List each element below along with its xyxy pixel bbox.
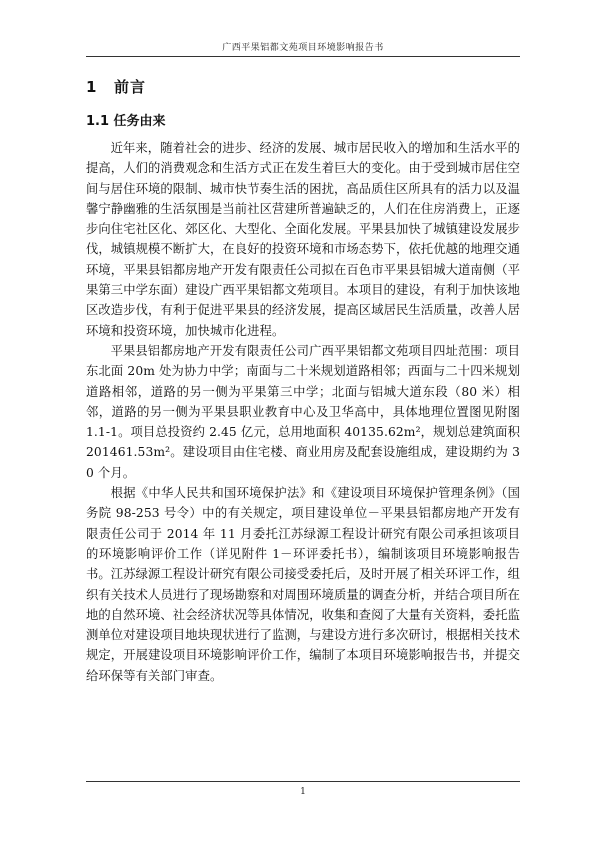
body-text [86, 138, 520, 686]
paragraph-background: 近年来，随着社会的进步、经济的发展、城市居民收入的增加和生活水平的提高，人们的消费观念和生活方式正在发生着巨大的变化。由于受到城市居住空间与居住环境的限制、城市快节奏生活的困扰，高品质住区所具有的活力以及温馨宁静幽雅的生活氛围是当前社区营建所普遍缺乏的，人们在住房消费上，正逐步向住宅社区化、郊区化、大型化、全面化发展。平果县加快了城镇建设发展步伐，城镇规模不断扩大，在良好的投资环境和市场态势下，依托优越的地理交通环境，平果县铝都房地产开发有限责任公司拟在百色市平果县铝城大道南侧（平果第三中学东面）建设广西平果铝都文苑项目。本项目的建设，有利于加快该地区改造步伐，有利于促进平果县的经济发展，提高区域居民生活质量，改善人居环境和投资环境，加快城市化进程。 [86, 141, 520, 338]
footer-divider [86, 781, 520, 782]
running-header: 广西平果铝都文苑项目环境影响报告书 [222, 43, 384, 53]
paragraph-project-scope: 平果县铝都房地产开发有限责任公司广西平果铝都文苑项目四址范围：项目东北面 20m 处为协力中学；南面与二十米规划道路相邻；西面与二十四米规划道路相邻，道路的另一侧为平果第三中学；北面与铝城大道东段（80 米）相邻，道路的另一侧为平果县职业教育中心及卫华高中，具体地理位置图见附图 1.1-1。项目总投资约 2.45 亿元，总用地面积 40135.62m²，规划总建筑面积 201461.53m²。建设项目由住宅楼、商业用房及配套设施组成，建设期约为 30 个月。 [86, 343, 520, 480]
header-divider [86, 56, 520, 57]
chapter-heading [86, 76, 146, 97]
paragraph-legal-basis: 根据《中华人民共和国环境保护法》和《建设项目环境保护管理条例》（国务院 98-253 号令）中的有关规定，项目建设单位－平果县铝都房地产开发有限责任公司于 2014 年 11 月委托江苏绿源工程设计研究有限公司承担该项目的环境影响评价工作（详见附件 1－环评委托书），编制该项目环境影响报告书。江苏绿源工程设计研究有限公司接受委托后，及时开展了相关环评工作，组织有关技术人员进行了现场勘察和对周围环境质量的调查分析，并结合项目所在地的自然环境、社会经济状况等具体情况，收集和查阅了大量有关资料，委托监测单位对建设项目地块现状进行了监测，与建设方进行多次研讨，根据相关技术规定，开展建设项目环境影响评价工作，编制了本项目环境影响报告书，并提交给环保等有关部门审查。 [86, 486, 520, 683]
chapter-number: 1 [86, 78, 98, 96]
page-number: 1 [300, 787, 306, 797]
section-heading: 1.1 任务由来 [86, 114, 166, 129]
chapter-title: 前言 [114, 78, 147, 96]
